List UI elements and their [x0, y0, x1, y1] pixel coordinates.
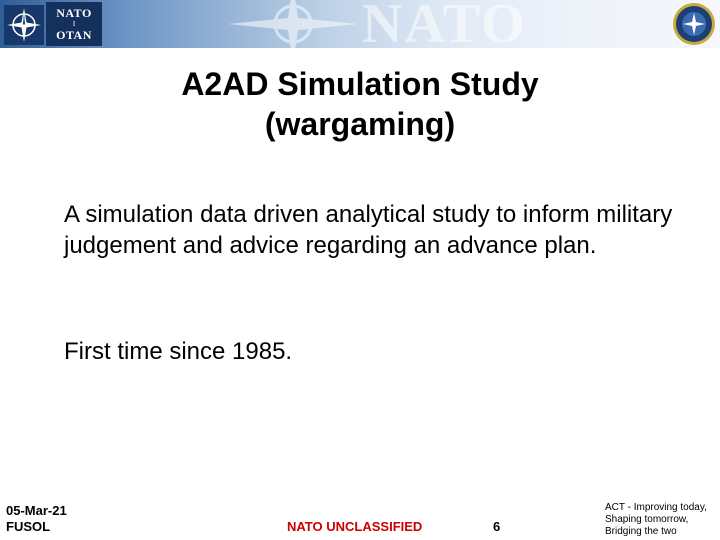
classification-label: NATO UNCLASSIFIED [287, 519, 423, 534]
body-paragraph-1: A simulation data driven analytical study to inform military judgement and advice regarding an advance plan. [64, 201, 673, 259]
motto-line-1: ACT - Improving today, [605, 502, 707, 513]
slide-title-line1: A2AD Simulation Study [181, 66, 539, 102]
slide-title [100, 64, 620, 144]
footer-date-block [6, 503, 67, 535]
slide-title-line2: (wargaming) [264, 106, 456, 142]
page-number: 6 [493, 519, 501, 534]
act-seal-icon [672, 2, 716, 46]
wordmark-separator: I [72, 20, 76, 28]
motto-line-3: Bridging the two [605, 526, 677, 537]
footer-date: 05-Mar-21 [6, 503, 67, 518]
wordmark-otan: OTAN [56, 28, 92, 42]
watermark-compass-icon [228, 0, 358, 54]
header-banner [0, 0, 720, 55]
nato-compass-star-icon [4, 5, 44, 45]
wordmark-nato: NATO [56, 6, 92, 20]
nato-watermark-text: NATO [362, 0, 527, 55]
act-motto [605, 502, 720, 538]
motto-line-2: Shaping tomorrow, [605, 514, 689, 525]
body-paragraph-2: First time since 1985. [64, 338, 293, 365]
footer-author: FUSOL [6, 519, 51, 534]
nato-otan-wordmark [46, 2, 102, 46]
